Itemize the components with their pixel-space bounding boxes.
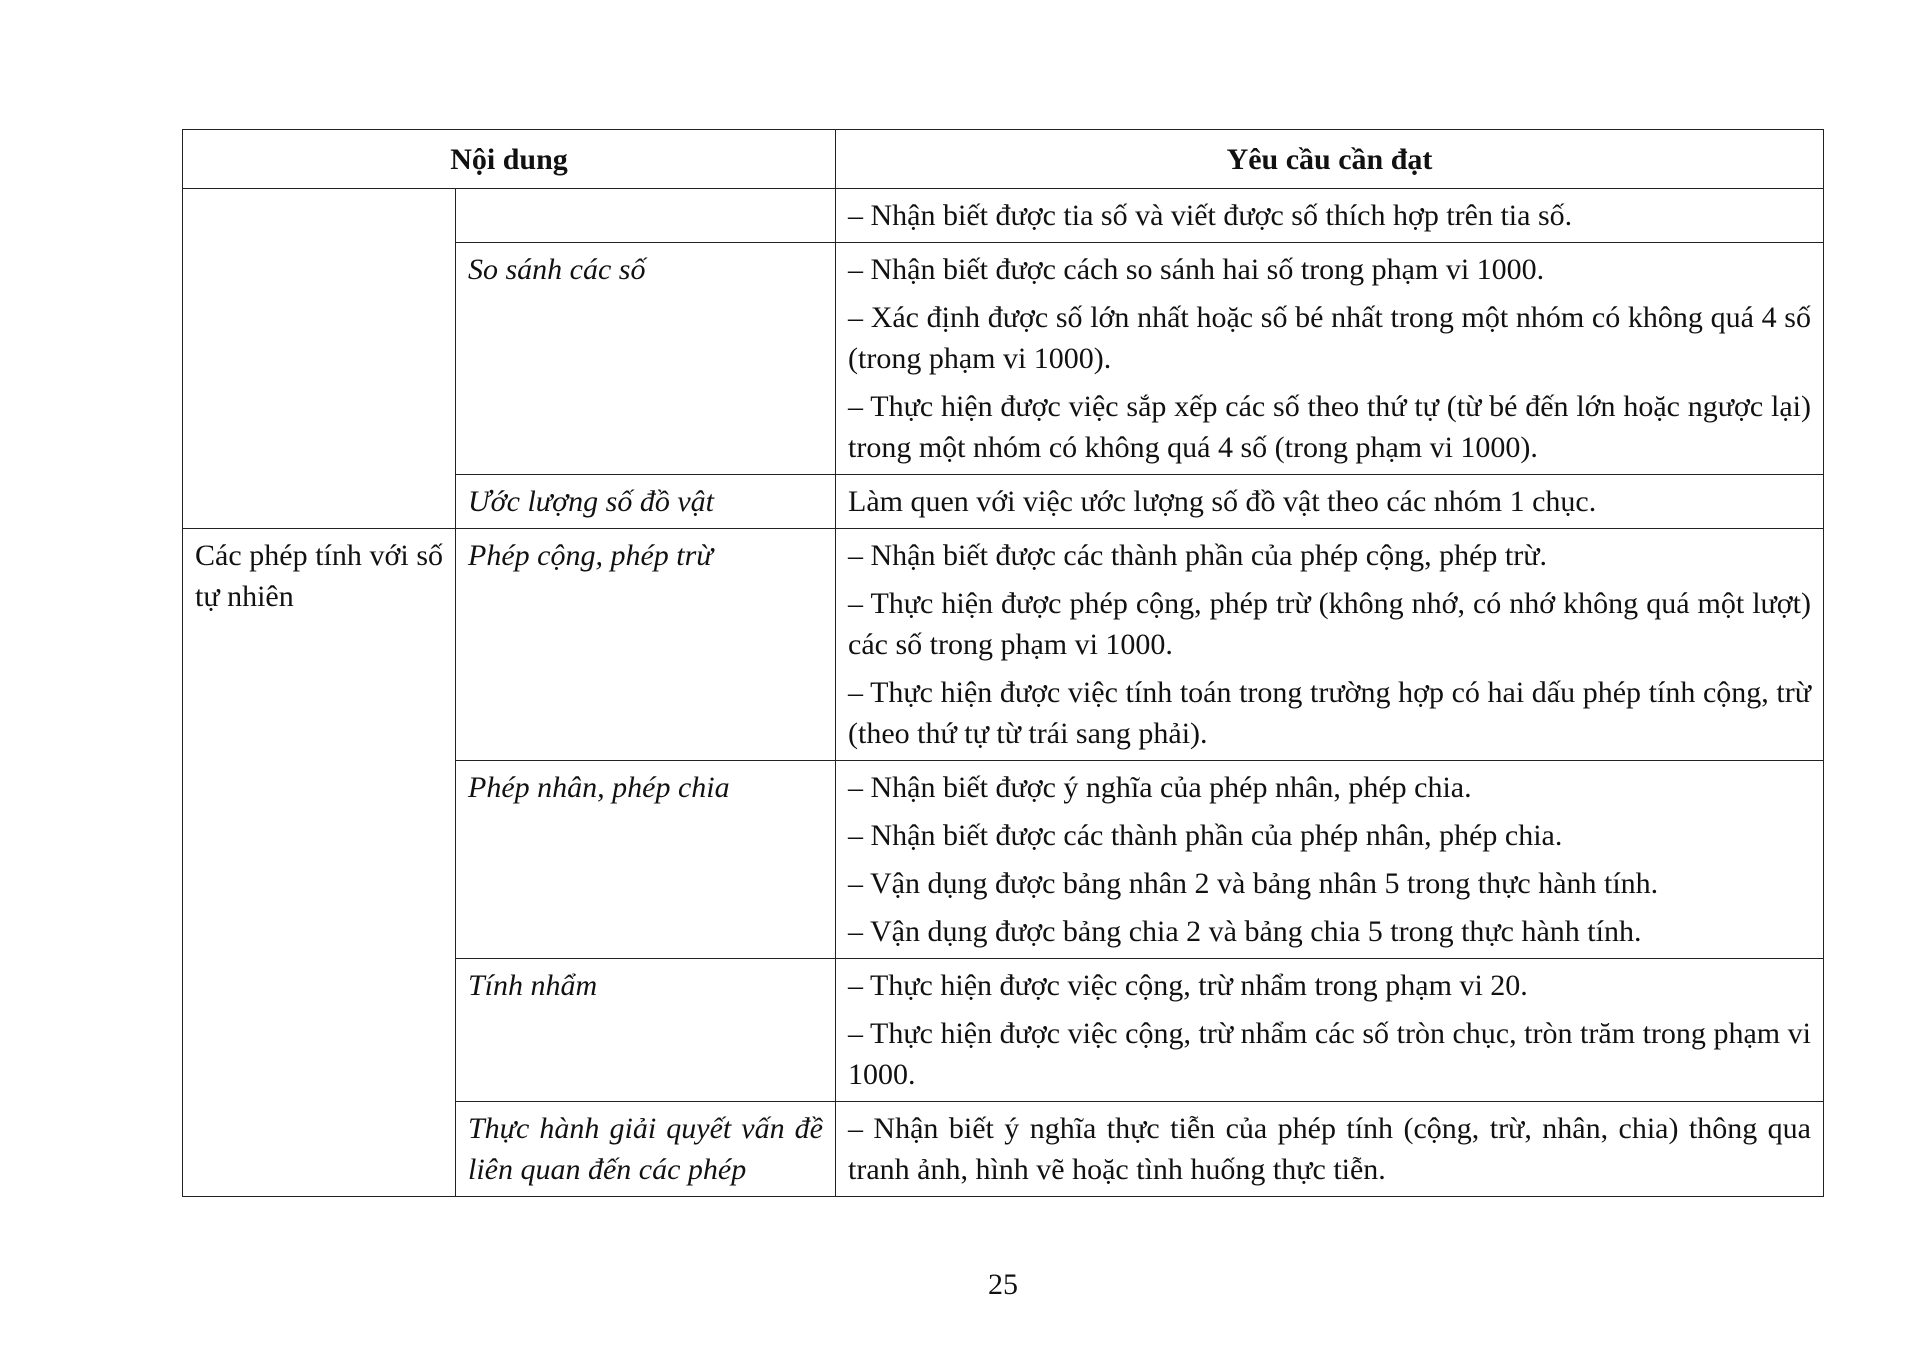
requirement-item: – Nhận biết được các thành phần của phép cộng, phép trừ. xyxy=(848,539,1547,572)
requirement-item: – Nhận biết được ý nghĩa của phép nhân, phép chia. xyxy=(848,771,1472,804)
requirement-item: – Nhận biết ý nghĩa thực tiễn của phép tính (cộng, trừ, nhân, chia) thông qua tranh ảnh, hình vẽ hoặc tình huống thực tiễn. xyxy=(848,1112,1811,1186)
subtopic-cell xyxy=(456,189,836,243)
requirement-item: – Nhận biết được tia số và viết được số thích hợp trên tia số. xyxy=(848,199,1573,232)
requirements-cell xyxy=(836,1102,1824,1197)
requirement-item: – Xác định được số lớn nhất hoặc số bé nhất trong một nhóm có không quá 4 số (trong phạm vi 1000). xyxy=(848,301,1811,375)
header-requirements: Yêu cầu cần đạt xyxy=(836,130,1824,189)
subtopic-cell: Ước lượng số đồ vật xyxy=(456,475,836,529)
topic-cell xyxy=(183,189,456,529)
requirements-cell xyxy=(836,475,1824,529)
header-content: Nội dung xyxy=(183,130,836,189)
topic-cell: Các phép tính với số tự nhiên xyxy=(183,529,456,1197)
requirement-item: – Nhận biết được các thành phần của phép nhân, phép chia. xyxy=(848,819,1563,852)
requirement-item: – Thực hiện được phép cộng, phép trừ (không nhớ, có nhớ không quá một lượt) các số trong phạm vi 1000. xyxy=(848,587,1811,661)
table-row xyxy=(183,529,1824,761)
requirement-item: – Thực hiện được việc tính toán trong trường hợp có hai dấu phép tính cộng, trừ (theo thứ tự từ trái sang phải). xyxy=(848,676,1811,750)
requirements-cell xyxy=(836,761,1824,959)
requirement-item: – Thực hiện được việc cộng, trừ nhẩm các số tròn chục, tròn trăm trong phạm vi 1000. xyxy=(848,1017,1811,1091)
subtopic-cell: Phép nhân, phép chia xyxy=(456,761,836,959)
subtopic-cell: Tính nhẩm xyxy=(456,959,836,1102)
requirement-item: – Thực hiện được việc sắp xếp các số theo thứ tự (từ bé đến lớn hoặc ngược lại) trong một nhóm có không quá 4 số (trong phạm vi 1000). xyxy=(848,390,1811,464)
subtopic-cell: Thực hành giải quyết vấn đề liên quan đến các phép xyxy=(456,1102,836,1197)
curriculum-table xyxy=(182,129,1824,1197)
subtopic-cell: So sánh các số xyxy=(456,243,836,475)
requirement-item: – Thực hiện được việc cộng, trừ nhẩm trong phạm vi 20. xyxy=(848,969,1528,1002)
page-number: 25 xyxy=(988,1268,1018,1301)
requirement-item: Làm quen với việc ước lượng số đồ vật theo các nhóm 1 chục. xyxy=(848,485,1597,518)
table-header-row xyxy=(183,130,1824,189)
requirements-cell xyxy=(836,529,1824,761)
subtopic-cell: Phép cộng, phép trừ xyxy=(456,529,836,761)
requirement-item: – Vận dụng được bảng chia 2 và bảng chia 5 trong thực hành tính. xyxy=(848,915,1642,948)
requirements-cell xyxy=(836,959,1824,1102)
requirements-cell xyxy=(836,189,1824,243)
requirement-item: – Nhận biết được cách so sánh hai số trong phạm vi 1000. xyxy=(848,253,1545,286)
requirement-item: – Vận dụng được bảng nhân 2 và bảng nhân 5 trong thực hành tính. xyxy=(848,867,1659,900)
requirements-cell xyxy=(836,243,1824,475)
table-row xyxy=(183,189,1824,243)
